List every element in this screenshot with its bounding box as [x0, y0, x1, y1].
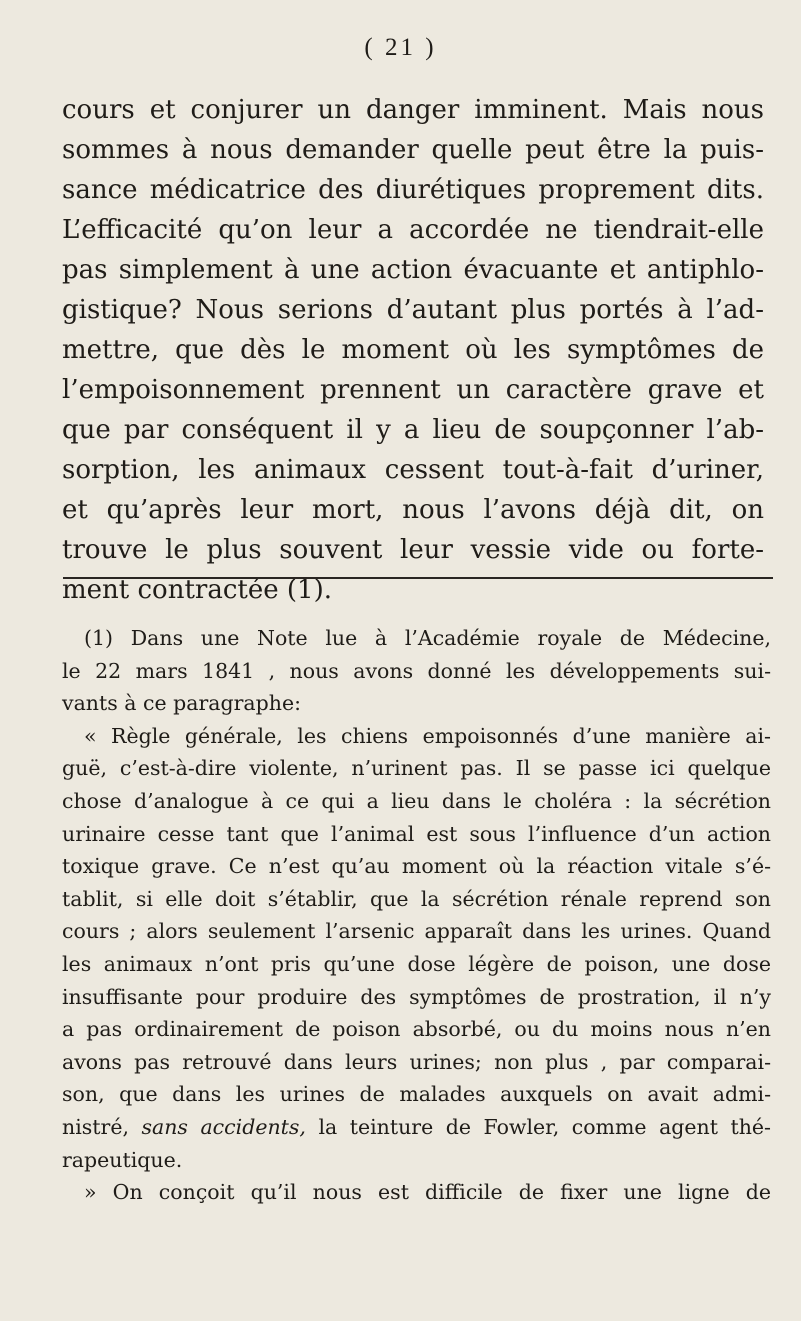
text-line: et qu’après leur mort, nous l’avons déjà dit, on — [62, 495, 764, 525]
text-line: sommes à nous demander quelle peut être la puis- — [62, 135, 764, 165]
footnote-line: toxique grave. Ce n’est qu’au moment où la réaction vitale s’é- — [62, 854, 771, 879]
footnote-text: la teinture de Fowler, comme agent thé- — [318, 1114, 771, 1139]
footnote-line: rapeutique. — [62, 1147, 183, 1172]
text-line: que par conséquent il y a lieu de soupçonner l’ab- — [62, 415, 764, 445]
footnote-line: avons pas retrouvé dans leurs urines; non plus , par comparai- — [62, 1049, 771, 1074]
main-text — [62, 90, 764, 610]
text-line: sance médicatrice des diurétiques proprement dits. — [62, 175, 764, 205]
footnote-line: a pas ordinairement de poison absorbé, ou du moins nous n’en — [62, 1017, 771, 1042]
footnote-line: » On conçoit qu’il nous est difficile de fixer une ligne de — [84, 1180, 771, 1205]
footnote-line: vants à ce paragraphe: — [62, 691, 302, 716]
footnote-line: chose d’analogue à ce qui a lieu dans le choléra : la sécrétion — [62, 788, 771, 813]
footnote-line: les animaux n’ont pris qu’une dose légère de poison, une dose — [62, 951, 771, 976]
text-line: l’empoisonnement prennent un caractère grave et — [62, 375, 764, 405]
footnote — [62, 622, 771, 1209]
footnote-line: tablit, si elle doit s’établir, que la sécrétion rénale reprend son — [62, 886, 771, 911]
text-line: pas simplement à une action évacuante et antiphlo- — [62, 255, 764, 285]
footnote-rule — [63, 577, 773, 579]
text-line: mettre, que dès le moment où les symptômes de — [62, 335, 764, 365]
footnote-line: le 22 mars 1841 , nous avons donné les développements sui- — [62, 658, 771, 683]
text-line: ment contractée (1). — [62, 575, 332, 605]
footnote-line: son, que dans les urines de malades auxquels on avait admi- — [62, 1082, 771, 1107]
footnote-line: urinaire cesse tant que l’animal est sous l’influence d’un action — [62, 821, 771, 846]
footnote-line: (1) Dans une Note lue à l’Académie royale de Médecine, — [84, 626, 771, 650]
footnote-line: guë, c’est-à-dire violente, n’urinent pas. Il se passe ici quelque — [62, 756, 771, 781]
footnote-line — [62, 1111, 771, 1144]
text-line: gistique? Nous serions d’autant plus portés à l’ad- — [62, 295, 764, 325]
footnote-line: « Règle générale, les chiens empoisonnés d’une manière ai- — [84, 723, 771, 748]
footnote-line: cours ; alors seulement l’arsenic apparaît dans les urines. Quand — [62, 919, 771, 944]
page-number: ( 21 ) — [364, 34, 437, 61]
text-line: L’efficacité qu’on leur a accordée ne tiendrait-elle — [62, 215, 764, 245]
text-line: trouve le plus souvent leur vessie vide ou forte- — [62, 535, 764, 565]
footnote-text: nistré, — [62, 1114, 129, 1139]
footnote-line: insuffisante pour produire des symptômes de prostration, il n’y — [62, 984, 771, 1009]
text-line: cours et conjurer un danger imminent. Mais nous — [62, 95, 764, 125]
footnote-italic-text: sans accidents, — [141, 1114, 306, 1139]
text-line: sorption, les animaux cessent tout-à-fait d’uriner, — [62, 455, 764, 485]
